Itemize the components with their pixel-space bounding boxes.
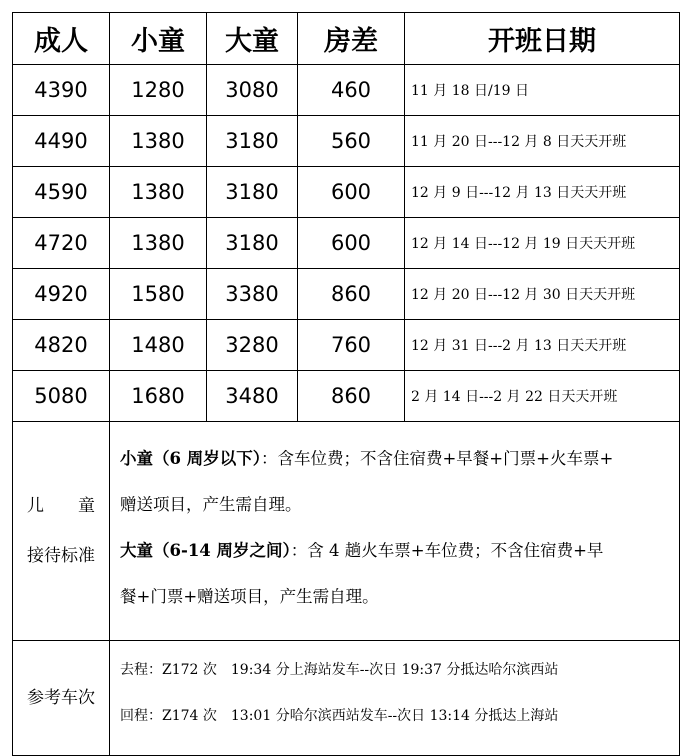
child-standard-row (13, 422, 680, 641)
child-big-price: 3480 (207, 371, 298, 422)
adult-price: 4820 (13, 320, 110, 371)
child-standard-label-line1: 儿 童 (27, 496, 95, 516)
room-diff-price: 860 (298, 269, 405, 320)
small-child-line2: 赠送项目，产生需自理。 (120, 495, 302, 514)
child-big-price: 3280 (207, 320, 298, 371)
child-small-price: 1380 (110, 218, 207, 269)
child-small-price: 1480 (110, 320, 207, 371)
room-diff-price: 460 (298, 65, 405, 116)
header-child-small: 小童 (110, 13, 207, 65)
departure-dates: 12 月 31 日---2 月 13 日天天开班 (405, 320, 680, 371)
departure-dates: 12 月 20 日---12 月 30 日天天开班 (405, 269, 680, 320)
table-row (13, 371, 680, 422)
departure-dates: 12 月 9 日---12 月 13 日天天开班 (405, 167, 680, 218)
child-standard-label-line2: 接待标准 (27, 546, 95, 566)
big-child-title: 大童（6-14 周岁之间） (120, 541, 291, 560)
room-diff-price: 760 (298, 320, 405, 371)
big-child-line1 (120, 528, 673, 574)
reference-trains-row (13, 641, 680, 756)
big-child-text1: ：含 4 趟火车票+车位费；不含住宿费+早 (290, 541, 604, 560)
child-small-price: 1680 (110, 371, 207, 422)
adult-price: 4590 (13, 167, 110, 218)
adult-price: 4490 (13, 116, 110, 167)
child-big-price: 3080 (207, 65, 298, 116)
child-small-price: 1580 (110, 269, 207, 320)
departure-dates: 11 月 18 日/19 日 (405, 65, 680, 116)
departure-dates: 11 月 20 日---12 月 8 日天天开班 (405, 116, 680, 167)
price-rows (13, 65, 680, 422)
departure-dates: 12 月 14 日---12 月 19 日天天开班 (405, 218, 680, 269)
table-row (13, 218, 680, 269)
return-train: 回程：Z174 次 13:01 分哈尔滨西站发车--次日 13:14 分抵达上海站 (120, 708, 559, 724)
child-small-price: 1380 (110, 116, 207, 167)
outbound-train: 去程：Z172 次 19:34 分上海站发车--次日 19:37 分抵达哈尔滨西站 (120, 662, 559, 678)
adult-price: 5080 (13, 371, 110, 422)
header-adult: 成人 (13, 13, 110, 65)
adult-price: 4720 (13, 218, 110, 269)
adult-price: 4390 (13, 65, 110, 116)
header-row (13, 13, 680, 65)
reference-trains-label: 参考车次 (13, 641, 110, 756)
adult-price: 4920 (13, 269, 110, 320)
child-big-price: 3180 (207, 167, 298, 218)
child-standard-label (13, 422, 110, 641)
child-big-price: 3180 (207, 116, 298, 167)
table-row (13, 167, 680, 218)
table-row (13, 65, 680, 116)
price-document (12, 12, 679, 732)
room-diff-price: 560 (298, 116, 405, 167)
header-child-big: 大童 (207, 13, 298, 65)
reference-trains-content (110, 641, 680, 756)
child-standard-content (110, 422, 680, 641)
table-row (13, 116, 680, 167)
table-row (13, 269, 680, 320)
header-room-diff: 房差 (298, 13, 405, 65)
small-child-title: 小童（6 周岁以下） (120, 449, 261, 468)
room-diff-price: 600 (298, 218, 405, 269)
departure-dates: 2 月 14 日---2 月 22 日天天开班 (405, 371, 680, 422)
big-child-line2: 餐+门票+赠送项目，产生需自理。 (120, 587, 379, 606)
child-small-price: 1280 (110, 65, 207, 116)
header-dates: 开班日期 (405, 13, 680, 65)
child-big-price: 3380 (207, 269, 298, 320)
child-big-price: 3180 (207, 218, 298, 269)
child-small-price: 1380 (110, 167, 207, 218)
small-child-text1: ：含车位费；不含住宿费+早餐+门票+火车票+ (260, 449, 614, 468)
price-table (12, 12, 680, 756)
room-diff-price: 860 (298, 371, 405, 422)
room-diff-price: 600 (298, 167, 405, 218)
table-row (13, 320, 680, 371)
small-child-line1 (120, 436, 673, 482)
